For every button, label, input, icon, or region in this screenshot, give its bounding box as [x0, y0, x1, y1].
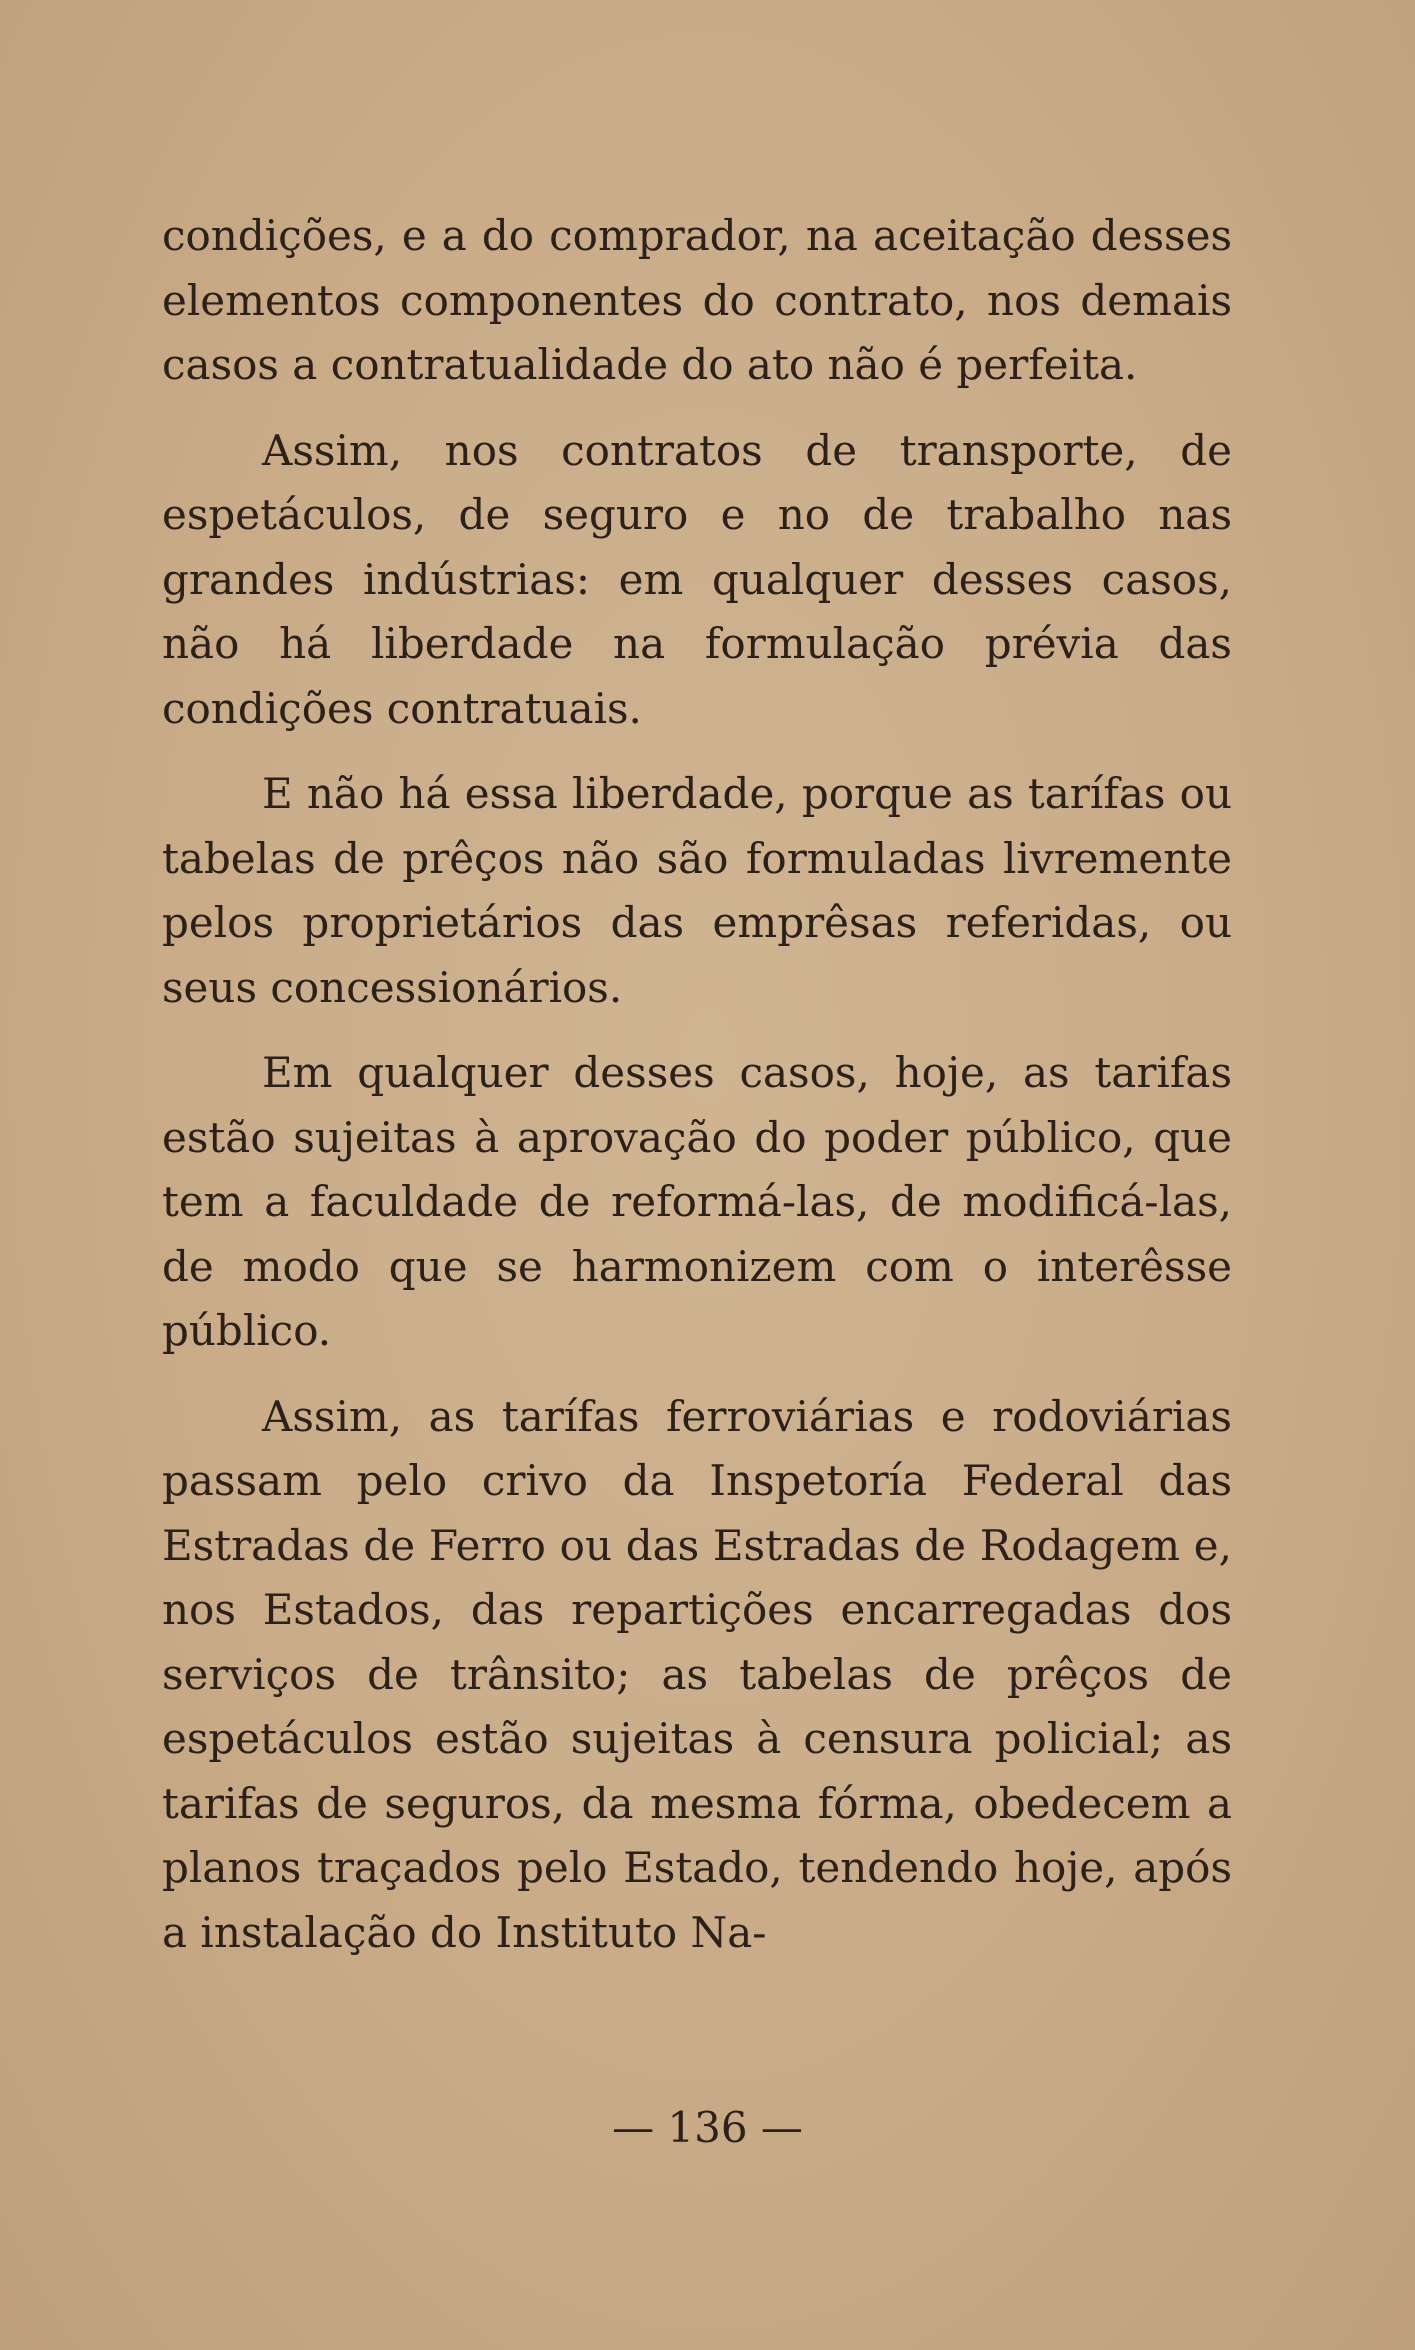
paragraph-1: condições, e a do comprador, na aceitação desses elementos componentes do contrato, nos demais casos a contratualidade do ato não é perfeita.	[162, 211, 1232, 389]
paragraph-5: Assim, as tarífas ferroviárias e rodoviárias passam pelo crivo da Inspetoría Federal das Estradas de Ferro ou das Estradas de Rodagem e, nos Estados, das repartições encarregadas dos serviços de trânsito; as tabelas de prêços de espetáculos estão sujeitas à censura policial; as tarifas de seguros, da mesma fórma, obedecem a planos traçados pelo Estado, tendendo hoje, após a instalação do Instituto Na-	[162, 1391, 1232, 1957]
paragraph-2: Assim, nos contratos de transporte, de espetáculos, de seguro e no de trabalho nas grandes indústrias: em qualquer desses casos, não há liberdade na formulação prévia das condições contratuais.	[162, 425, 1232, 733]
page-number: — 136 —	[612, 2103, 803, 2152]
paragraph-4: Em qualquer desses casos, hoje, as tarifas estão sujeitas à aprovação do poder público, que tem a faculdade de reformá-las, de modificá-las, de modo que se harmonizem com o interêsse público.	[162, 1048, 1232, 1355]
body-text	[162, 204, 1232, 1965]
paragraph-3: E não há essa liberdade, porque as tarífas ou tabelas de prêços não são formuladas livremente pelos proprietários das emprêsas referidas, ou seus concessionários.	[162, 769, 1232, 1012]
